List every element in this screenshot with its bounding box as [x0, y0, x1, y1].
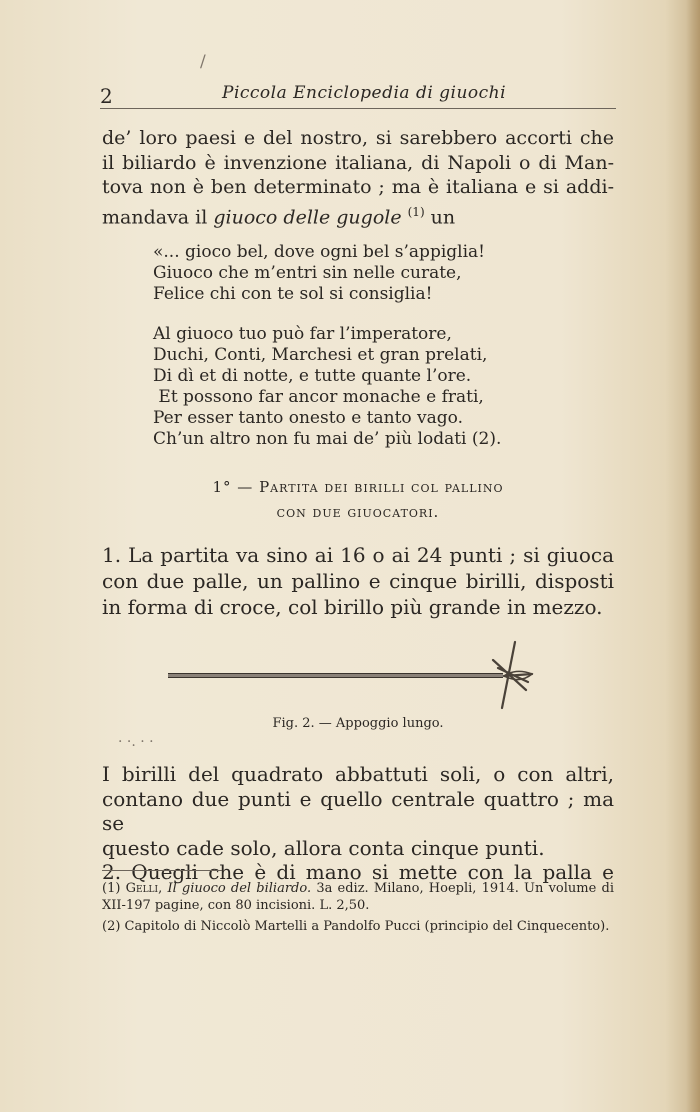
paragraph-2	[102, 542, 614, 620]
section-title-line-1: 1° — Partita dei birilli col pallino	[212, 478, 504, 496]
footnote-1	[102, 880, 614, 914]
text-line	[102, 200, 614, 230]
pencil-mark: /	[200, 52, 206, 72]
running-title: Piccola Enciclopedia di giuochi	[222, 83, 507, 103]
paragraph-3	[102, 762, 614, 885]
footnote-mark: (1)	[102, 881, 121, 896]
text-line: 2. Quegli che è di mano si mette con la palla e	[102, 860, 614, 884]
text-line: I birilli del quadrato abbattuti soli, o con altri,	[102, 762, 614, 786]
section-title-line-2: con due giuocatori.	[276, 503, 440, 521]
bleed-through-mark: · ·. · ·	[118, 734, 154, 750]
text-line: il biliardo è invenzione italiana, di Napoli o di Man-	[102, 151, 614, 174]
verse-line: Giuoco che m’entri sin nelle curate,	[153, 263, 462, 283]
verse-line: Al giuoco tuo può far l’imperatore,	[153, 324, 452, 344]
text-line: in forma di croce, col birillo più grande in mezzo.	[102, 595, 603, 619]
page-header	[100, 80, 616, 109]
footnote-title: Il giuoco del biliardo.	[167, 881, 312, 896]
italic-title: giuoco delle gugole	[213, 205, 402, 228]
footnote-author: Gelli,	[125, 881, 163, 896]
text-line: tova non è ben determinato ; ma è italiana e si addi-	[102, 176, 614, 198]
verse-line: Di dì et di notte, e tutte quante l’ore.	[153, 366, 472, 386]
verse-line: Felice chi con te sol si consiglia!	[153, 284, 433, 304]
verse-stanza-2	[153, 324, 501, 450]
text-line: questo cade solo, allora conta cinque punti.	[102, 835, 545, 860]
verse-line: Per esser tanto onesto e tanto vago.	[153, 408, 464, 428]
page-edge-shadow	[686, 0, 700, 1112]
paragraph-1	[102, 126, 614, 229]
cue-illustration	[160, 640, 540, 710]
verse-stanza-1	[153, 242, 485, 305]
verse-line: Et possono far ancor monache e frati,	[153, 387, 484, 407]
figure-caption: Fig. 2. — Appoggio lungo.	[272, 716, 444, 731]
verse-line: Duchi, Conti, Marchesi et gran prelati,	[153, 345, 488, 365]
footnotes	[102, 880, 614, 939]
footnote-ref: (1)	[407, 204, 425, 219]
text-span: mandava il	[102, 205, 214, 228]
text-line: de’ loro paesi e del nostro, si sarebbero accorti che	[102, 127, 614, 149]
text-line: con due palle, un pallino e cinque birilli, disposti	[102, 569, 614, 593]
text-span: un	[424, 205, 456, 228]
text-line: 1. La partita va sino ai 16 o ai 24 punti ; si giuoca	[102, 543, 614, 567]
text-line: contano due punti e quello centrale quattro ; ma se	[102, 786, 614, 835]
footnote-text: 3a ediz. Milano, Hoepli, 1914. Un volume di XII-197 pagine, con 80 incisioni. L. 2,50.	[102, 881, 614, 913]
footnote-rule	[102, 870, 222, 871]
verse-line: Ch’un altro non fu mai de’ più lodati (2).	[153, 429, 502, 449]
footnote-2: (2) Capitolo di Niccolò Martelli a Pandolfo Pucci (principio del Cinquecento).	[102, 919, 610, 934]
page-number: 2	[100, 84, 113, 108]
verse-line: «... gioco bel, dove ogni bel s’appiglia!	[153, 242, 485, 262]
